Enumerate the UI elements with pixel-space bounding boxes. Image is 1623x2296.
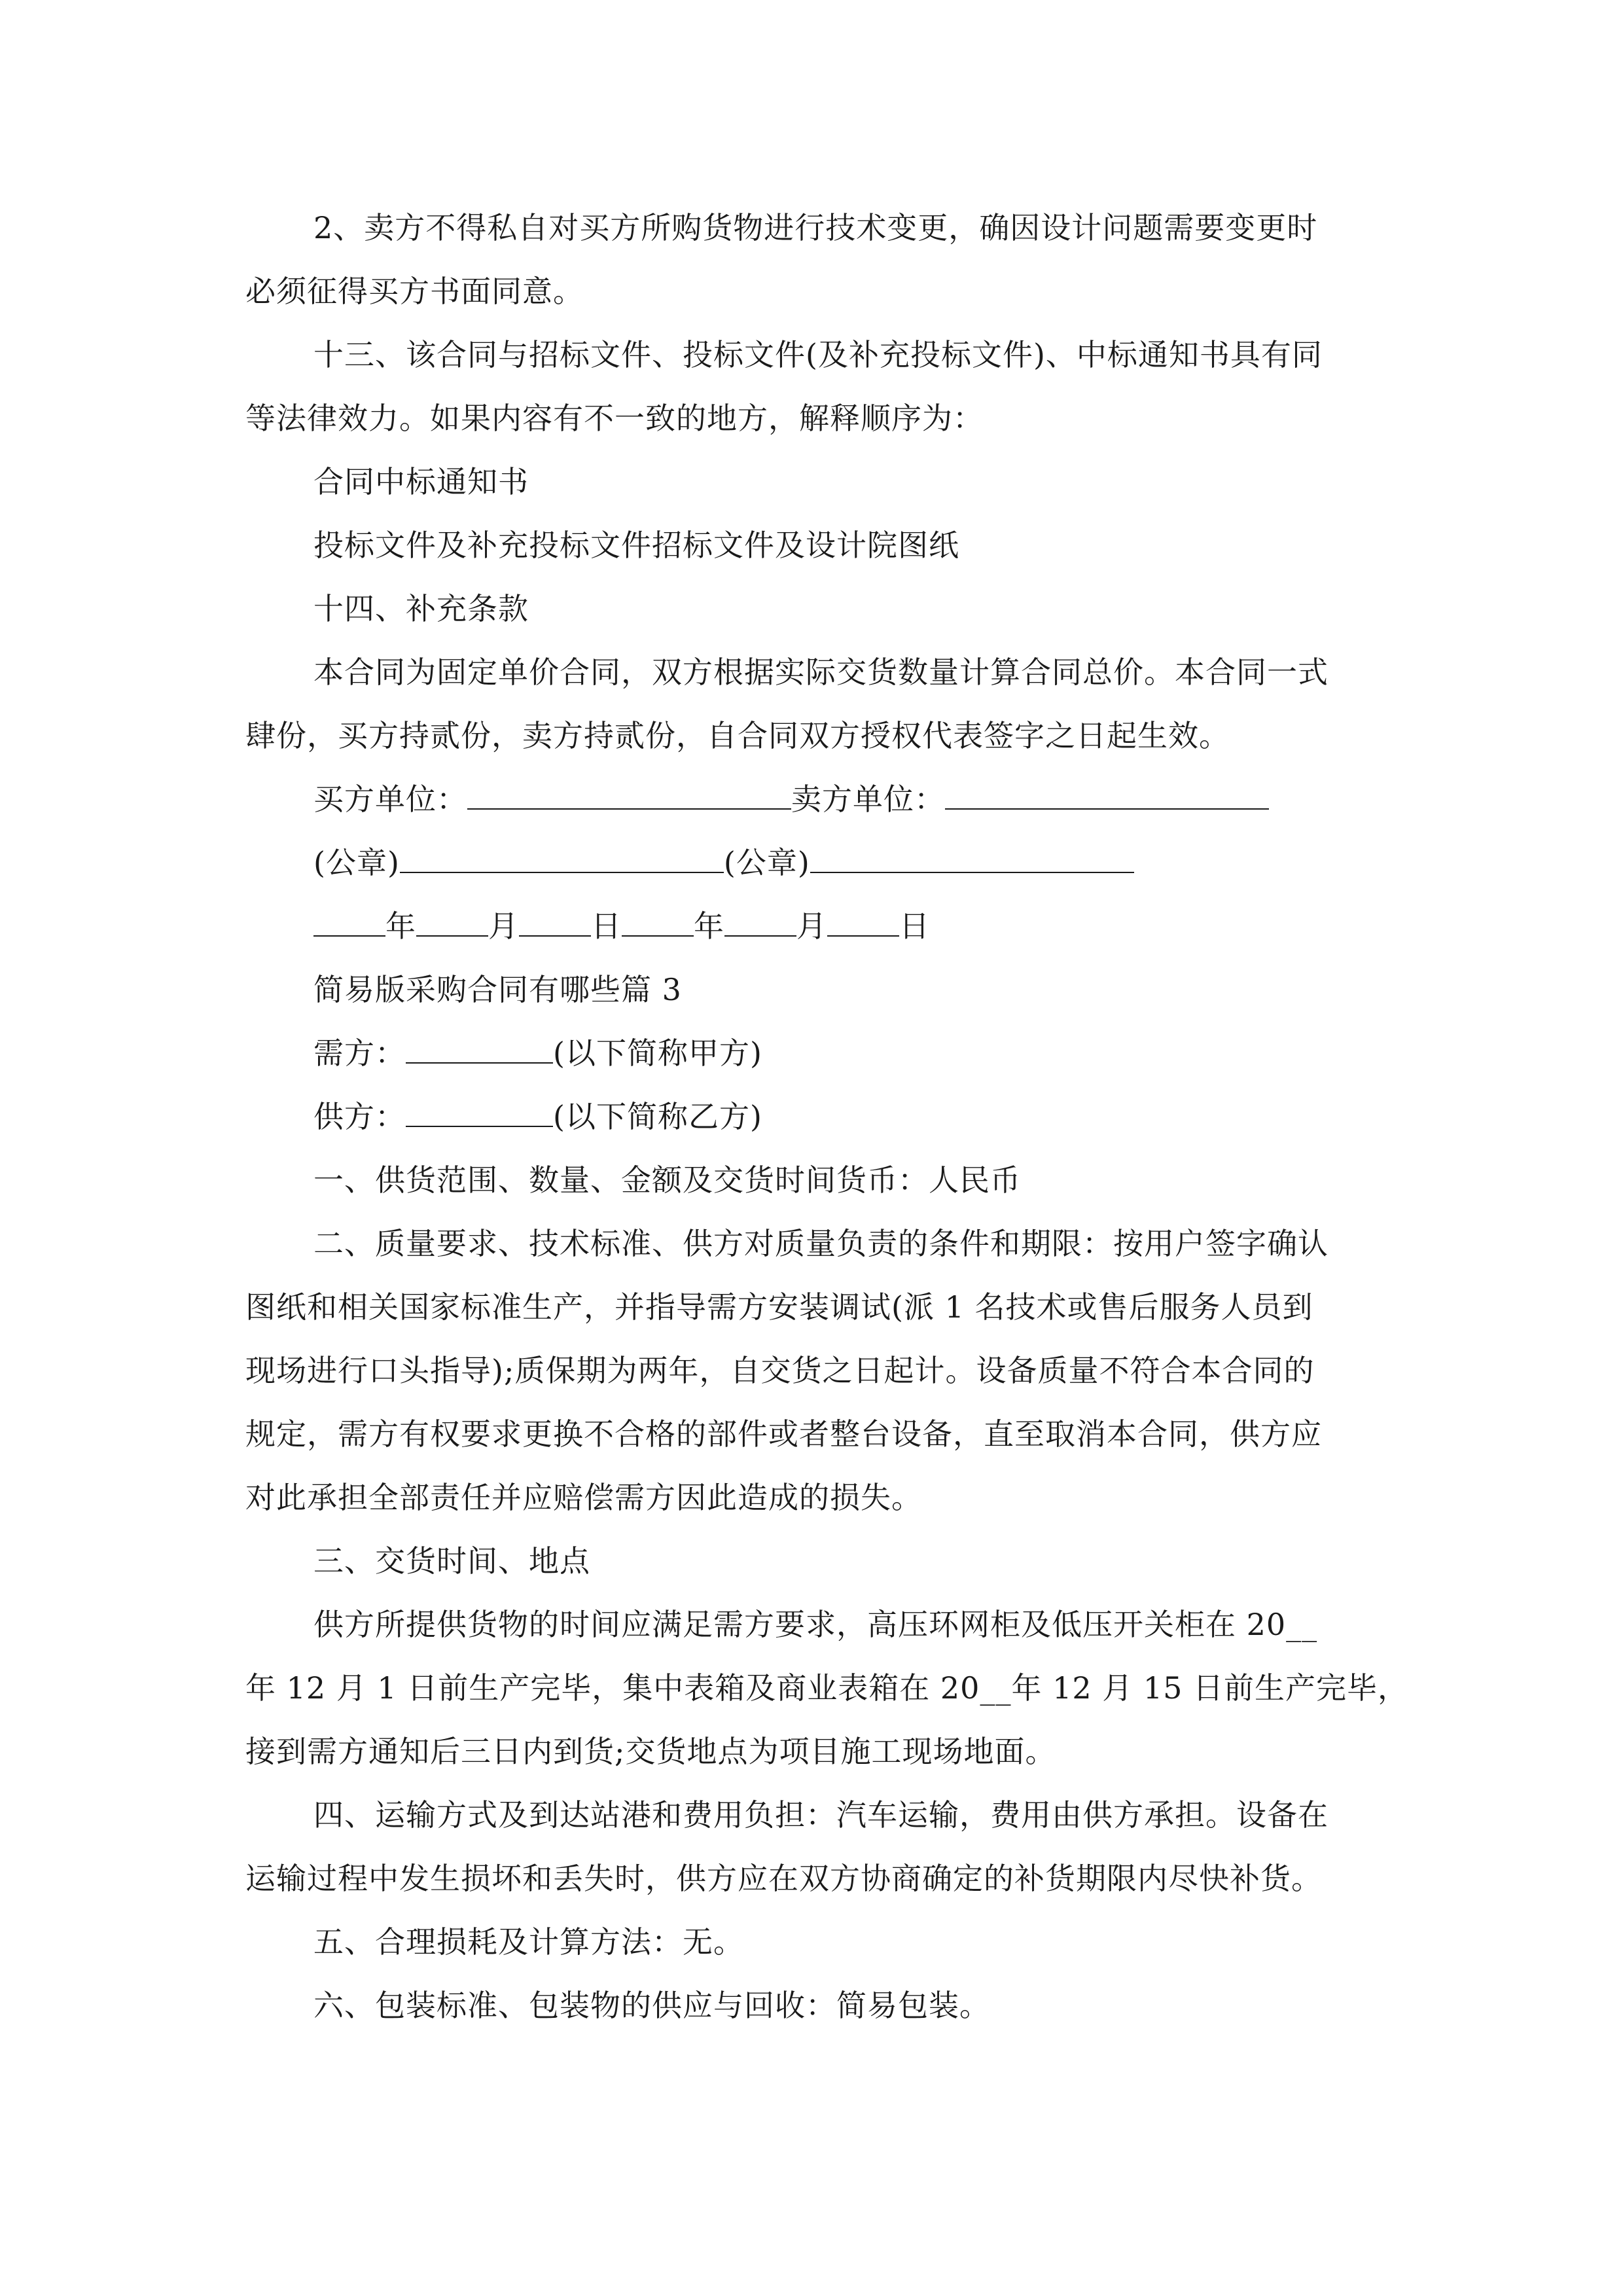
year-blank-2 [622, 909, 694, 937]
month-label-2: 月 [796, 908, 827, 944]
seal-label-seller: (公章) [723, 845, 810, 880]
paragraph-line: 五、合理损耗及计算方法：无。 [313, 1924, 744, 1960]
supply-note: (以下简称乙方) [553, 1099, 762, 1134]
paragraph-line: 投标文件及补充投标文件招标文件及设计院图纸 [313, 528, 959, 563]
paragraph-line: 肆份，买方持贰份，卖方持贰份，自合同双方授权代表签字之日起生效。 [245, 718, 1230, 753]
buyer-unit-label: 买方单位： [313, 781, 467, 817]
date-line [245, 895, 1397, 958]
paragraph-line: 必须征得买方书面同意。 [245, 274, 584, 309]
seal-line [245, 831, 1397, 895]
paragraph-line: 2、卖方不得私自对买方所购货物进行技术变更，确因设计问题需要变更时 [313, 210, 1318, 245]
document-page [245, 196, 1408, 2037]
seal-label-buyer: (公章) [313, 845, 400, 880]
day-blank-2 [827, 909, 899, 937]
buyer-unit-blank [467, 782, 791, 810]
paragraph-line: 合同中标通知书 [313, 464, 529, 499]
year-label-2: 年 [694, 908, 724, 944]
paragraph-line: 对此承担全部责任并应赔偿需方因此造成的损失。 [245, 1480, 922, 1515]
day-blank [519, 909, 591, 937]
month-label: 月 [488, 908, 519, 944]
year-blank [313, 909, 385, 937]
month-blank-2 [724, 909, 796, 937]
paragraph-line: 等法律效力。如果内容有不一致的地方，解释顺序为： [245, 401, 984, 436]
paragraph-line: 供方所提供货物的时间应满足需方要求，高压环网柜及低压开关柜在 20__ [313, 1607, 1318, 1642]
paragraph-line: 现场进行口头指导);质保期为两年，自交货之日起计。设备质量不符合本合同的 [245, 1353, 1315, 1388]
demand-label: 需方： [313, 1035, 406, 1071]
year-label: 年 [385, 908, 416, 944]
signature-units-line [245, 768, 1397, 831]
paragraph-line: 接到需方通知后三日内到货;交货地点为项目施工现场地面。 [245, 1734, 1056, 1769]
paragraph-line: 十三、该合同与招标文件、投标文件(及补充投标文件)、中标通知书具有同 [313, 337, 1323, 372]
contract-heading: 简易版采购合同有哪些篇 3 [313, 972, 682, 1007]
seal-blank-seller [810, 846, 1134, 873]
section-heading: 三、交货时间、地点 [313, 1543, 590, 1579]
paragraph-line: 运输过程中发生损坏和丢失时，供方应在双方协商确定的补货期限内尽快补货。 [245, 1861, 1322, 1896]
month-blank [416, 909, 488, 937]
day-label: 日 [591, 908, 622, 944]
paragraph-line: 六、包装标准、包装物的供应与回收：简易包装。 [313, 1988, 990, 2023]
day-label-2: 日 [899, 908, 930, 944]
paragraph-line: 四、运输方式及到达站港和费用负担：汽车运输，费用由供方承担。设备在 [313, 1797, 1329, 1833]
supply-label: 供方： [313, 1099, 406, 1134]
paragraph-line: 本合同为固定单价合同，双方根据实际交货数量计算合同总价。本合同一式 [313, 655, 1329, 690]
paragraph-line: 图纸和相关国家标准生产，并指导需方安装调试(派 1 名技术或售后服务人员到 [245, 1289, 1313, 1325]
supply-blank [406, 1100, 553, 1127]
seller-unit-label: 卖方单位： [791, 781, 945, 817]
demand-blank [406, 1036, 553, 1064]
paragraph-line: 一、供货范围、数量、金额及交货时间货币：人民币 [313, 1162, 1021, 1198]
section-heading: 十四、补充条款 [313, 591, 529, 626]
seller-unit-blank [945, 782, 1269, 810]
paragraph-line: 二、质量要求、技术标准、供方对质量负责的条件和期限：按用户签字确认 [313, 1226, 1329, 1261]
demand-note: (以下简称甲方) [553, 1035, 762, 1071]
seal-blank-buyer [400, 846, 724, 873]
paragraph-line: 规定，需方有权要求更换不合格的部件或者整台设备，直至取消本合同，供方应 [245, 1416, 1322, 1452]
supply-party-line [245, 1085, 1397, 1149]
demand-party-line [245, 1022, 1397, 1085]
paragraph-line: 年 12 月 1 日前生产完毕，集中表箱及商业表箱在 20__年 12 月 15 日前生产完毕， [245, 1670, 1408, 1706]
